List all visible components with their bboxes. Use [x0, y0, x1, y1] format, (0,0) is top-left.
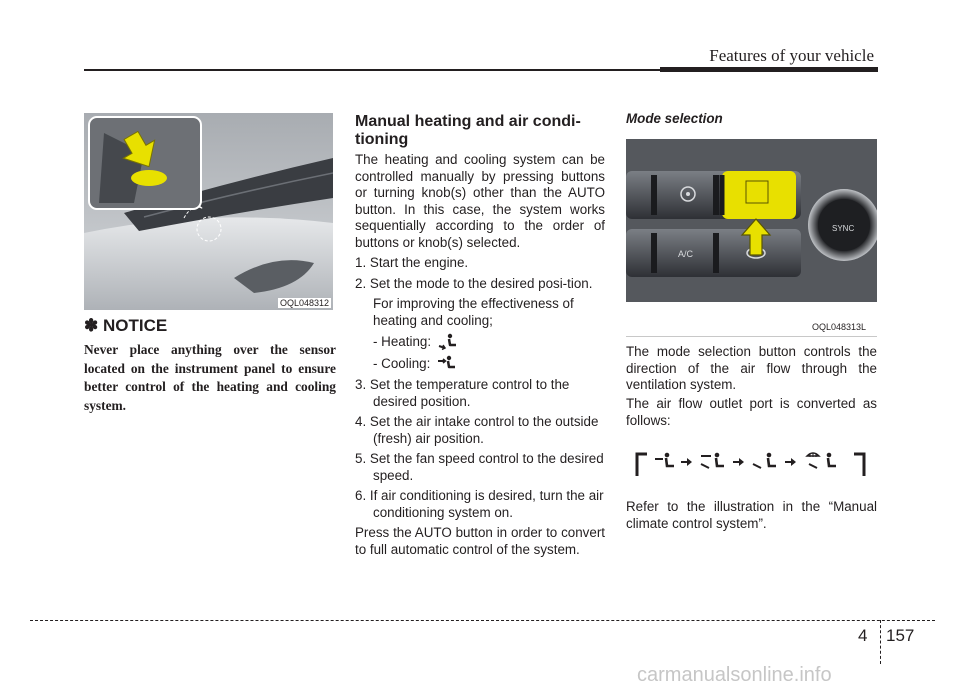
seat-figure-feet-icon — [437, 333, 459, 351]
heating-label: - Heating: — [373, 333, 432, 349]
watermark: carmanualsonline.info — [637, 664, 832, 686]
step-1: 1. Start the engine. — [355, 255, 469, 270]
cooling-mode-row — [355, 355, 605, 373]
heating-mode-row — [355, 333, 605, 351]
mode-sequence-diagram — [633, 448, 868, 478]
notice-text: Never place anything over the sensor located on the instrument panel to ensure better control of the heating and cooling system. — [84, 342, 336, 413]
step-5: 5. Set the fan speed control to the desired speed. — [355, 451, 604, 483]
seat-figure-face-feet-icon — [701, 453, 724, 468]
seat-figure-face-icon — [655, 453, 674, 466]
arrow-right-icon — [785, 458, 796, 466]
photo-code: OQL048312 — [279, 298, 329, 308]
arrow-right-icon — [681, 458, 692, 466]
page-number: 157 — [886, 626, 915, 645]
manual-instructions — [355, 152, 605, 562]
notice-title: ✽ NOTICE — [84, 316, 168, 335]
chapter-number: 4 — [858, 626, 868, 645]
seat-figure-defrost-icon — [807, 453, 836, 468]
manual-outro: Press the AUTO button in order to convert to full automatic control of the system. — [355, 525, 605, 557]
arrow-right-icon — [733, 458, 744, 466]
sensor-photo — [84, 113, 333, 310]
mode-reference: Refer to the illustration in the “Manual climate control system”. — [626, 499, 877, 531]
header-title: Features of your vehicle — [709, 46, 874, 65]
footer-separator — [880, 620, 881, 664]
ac-button-label: A/C — [678, 249, 694, 259]
step-3: 3. Set the temperature control to the desired position. — [355, 377, 570, 409]
mode-description: The mode selection button controls the direction of the air flow through the ventilation system. — [626, 344, 877, 392]
header-rule-accent — [660, 67, 878, 72]
step-2: 2. Set the mode to the desired posi-tion. — [355, 275, 593, 291]
step-6: 6. If air conditioning is desired, turn the air conditioning system on. — [355, 488, 604, 520]
sensor-photo-drawing — [84, 113, 333, 310]
seat-figure-feet-icon — [753, 453, 776, 468]
mode-sequence-intro: The air flow outlet port is converted as follows: — [626, 396, 877, 428]
step-2-note: For improving the effectiveness of heating and cooling; — [373, 296, 574, 328]
control-panel-drawing — [626, 139, 877, 302]
section-title-mode: Mode selection — [626, 111, 723, 126]
control-panel-photo — [626, 139, 877, 302]
footer-rule — [30, 620, 935, 621]
caption-rule — [626, 336, 877, 337]
step-4: 4. Set the air intake control to the outside (fresh) air position. — [355, 414, 599, 446]
sync-button-label: SYNC — [832, 224, 855, 233]
seat-figure-face-icon — [436, 355, 458, 373]
section-title-manual: Manual heating and air condi-tioning — [355, 113, 581, 148]
manual-intro: The heating and cooling system can be controlled manually by pressing buttons or turning knob(s) other than the AUTO button. In this case, the system works sequentially according to the order of buttons or knob(s) selected. — [355, 152, 605, 250]
cooling-label: - Cooling: — [373, 355, 431, 371]
photo-code: OQL048313L — [812, 322, 867, 332]
